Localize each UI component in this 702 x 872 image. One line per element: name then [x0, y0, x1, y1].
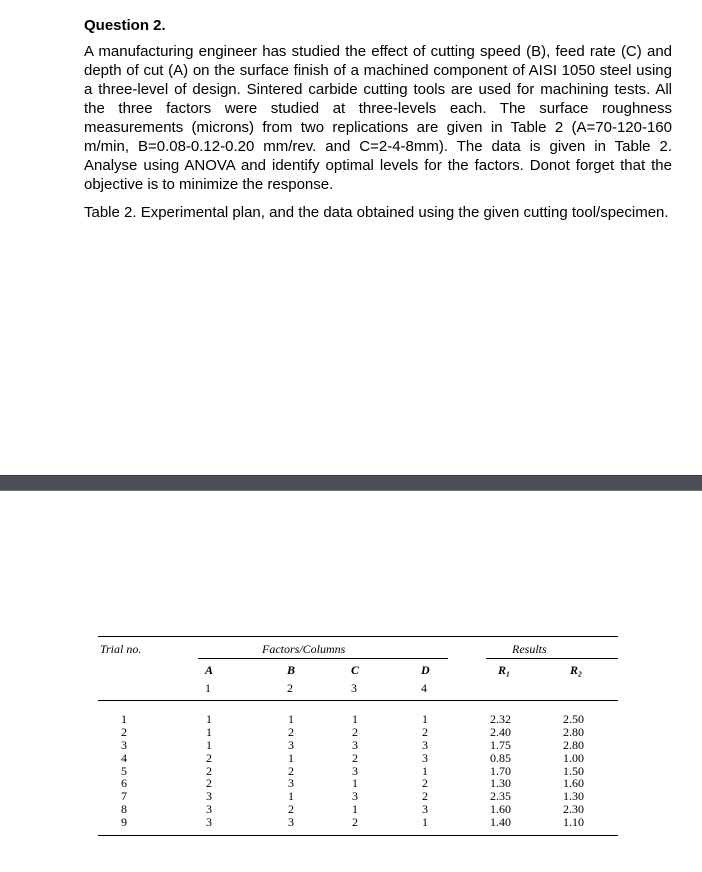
question-heading: Question 2.	[84, 17, 166, 34]
factors-columns-header: Factors/Columns	[262, 642, 346, 656]
result-r2-value: 1.10	[563, 815, 584, 830]
factor-letter-a: A	[205, 663, 214, 677]
trial-number: 8	[121, 802, 127, 817]
factor-a-level: 2	[206, 763, 212, 778]
factor-c-level: 2	[352, 724, 358, 739]
factor-d-column	[415, 713, 435, 829]
result-r1-column	[490, 713, 526, 829]
results-header: Results	[512, 642, 547, 656]
result-r1-value: 2.40	[490, 724, 511, 739]
factor-a-level: 2	[206, 776, 212, 791]
factor-b-level: 2	[288, 724, 294, 739]
factor-c-level: 1	[352, 776, 358, 791]
factor-d-level: 1	[422, 763, 428, 778]
table-caption: Table 2. Experimental plan, and the data obtained using the given cutting tool/specimen.	[84, 204, 669, 221]
factor-d-level: 3	[422, 737, 428, 752]
column-number-2: 2	[287, 681, 293, 695]
trial-number: 9	[121, 815, 127, 830]
factor-a-level: 3	[206, 802, 212, 817]
factor-letter-b: B	[287, 663, 296, 677]
result-header-r1: R₁	[498, 663, 511, 677]
experimental-plan-table	[98, 630, 618, 870]
factor-c-level: 1	[352, 712, 358, 726]
factor-c-column	[345, 713, 365, 829]
factor-c-level: 3	[352, 789, 358, 804]
table-bottom-rule	[98, 835, 618, 836]
factor-b-column	[281, 713, 301, 829]
result-r2-value: 2.50	[563, 712, 584, 726]
results-underline	[486, 658, 618, 659]
factor-a-level: 1	[206, 724, 212, 739]
factor-letter-d: D	[421, 663, 430, 677]
question-text-block	[84, 16, 672, 231]
factor-d-level: 2	[422, 724, 428, 739]
result-r1-value: 1.75	[490, 737, 511, 752]
result-r1-value: 2.32	[490, 712, 511, 726]
result-r2-value: 1.60	[563, 776, 584, 791]
factor-a-level: 3	[206, 815, 212, 830]
trial-no-header: Trial no.	[100, 642, 142, 656]
window-divider-bar	[0, 475, 702, 491]
factor-a-level: 2	[206, 750, 212, 765]
factor-d-level: 1	[422, 815, 428, 830]
trial-number: 5	[121, 763, 127, 778]
table-top-rule	[98, 636, 618, 637]
factor-b-level: 2	[288, 763, 294, 778]
header-bottom-rule	[98, 700, 618, 701]
result-r1-value: 0.85	[490, 750, 511, 765]
question-paragraph: A manufacturing engineer has studied the effect of cutting speed (B), feed rate (C) and depth of cut (A) on the surface finish of a machined component of AISI 1050 steel using a three-level of design. Sintered carbide cutting tools are used for machining tests. All the three factors were studied at three-levels each. The surface roughness measurements (microns) from two replications are given in Table 2 (A=70-120-160 m/min, B=0.08-0.12-0.20 mm/rev. and C=2-4-8mm). The data is given in Table 2. Analyse using ANOVA and identify optimal levels for the factors. Donot forget that the objective is to minimize the response.	[84, 43, 672, 193]
factor-d-level: 3	[422, 750, 428, 765]
result-r2-value: 2.80	[563, 737, 584, 752]
result-r1-value: 1.60	[490, 802, 511, 817]
result-r1-value: 1.40	[490, 815, 511, 830]
trial-number: 4	[121, 750, 127, 765]
factor-b-level: 3	[288, 737, 294, 752]
factor-b-level: 1	[288, 789, 294, 804]
factor-a-column	[199, 713, 219, 829]
trial-number: 2	[121, 724, 127, 739]
factor-b-level: 3	[288, 776, 294, 791]
column-number-4: 4	[421, 681, 427, 695]
column-number-3: 3	[351, 681, 357, 695]
factor-c-level: 3	[352, 763, 358, 778]
factor-d-level: 3	[422, 802, 428, 817]
result-r2-column	[563, 713, 599, 829]
result-r1-value: 1.70	[490, 763, 511, 778]
factors-underline	[198, 658, 448, 659]
result-r1-value: 2.35	[490, 789, 511, 804]
factor-c-level: 2	[352, 815, 358, 830]
trial-number-column	[114, 713, 134, 829]
trial-number: 6	[121, 776, 127, 791]
result-r2-value: 2.30	[563, 802, 584, 817]
trial-number: 7	[121, 789, 127, 804]
factor-a-level: 1	[206, 737, 212, 752]
trial-number: 3	[121, 737, 127, 752]
factor-b-level: 2	[288, 802, 294, 817]
factor-b-level: 1	[288, 750, 294, 765]
factor-letter-c: C	[351, 663, 360, 677]
factor-d-level: 2	[422, 789, 428, 804]
factor-a-level: 1	[206, 712, 212, 726]
factor-b-level: 1	[288, 712, 294, 726]
column-number-1: 1	[205, 681, 211, 695]
result-r1-value: 1.30	[490, 776, 511, 791]
factor-d-level: 1	[422, 712, 428, 726]
result-r2-value: 1.30	[563, 789, 584, 804]
result-r2-value: 2.80	[563, 724, 584, 739]
result-r2-value: 1.00	[563, 750, 584, 765]
factor-c-level: 1	[352, 802, 358, 817]
factor-a-level: 3	[206, 789, 212, 804]
factor-c-level: 3	[352, 737, 358, 752]
result-r2-value: 1.50	[563, 763, 584, 778]
factor-c-level: 2	[352, 750, 358, 765]
factor-b-level: 3	[288, 815, 294, 830]
trial-number: 1	[121, 712, 127, 726]
result-header-r2: R₂	[570, 663, 583, 677]
factor-d-level: 2	[422, 776, 428, 791]
